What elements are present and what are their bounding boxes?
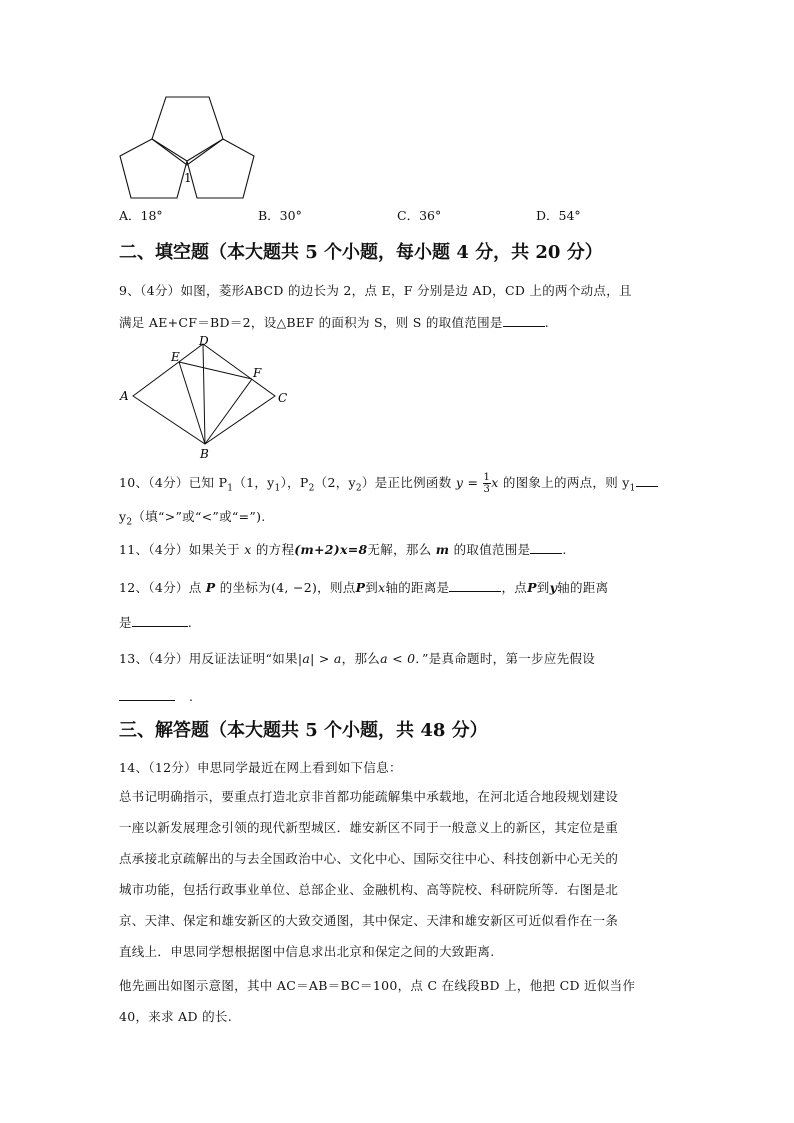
q10-part-c: （2，y bbox=[314, 475, 356, 490]
q14-para-6: 直线上．申思同学想根据图中信息求出北京和保定之间的大致距离. bbox=[119, 944, 495, 959]
q12-answer-blank-2 bbox=[132, 614, 188, 627]
q12-mid4: 轴的距离是 bbox=[385, 580, 450, 595]
q12-coord: (4, −2) bbox=[270, 580, 318, 595]
q10-part-a: （1，y bbox=[233, 475, 275, 490]
q14-para-1: 总书记明确指示，要重点打造北京非首都功能疏解集中承载地，在河北适合地段规划建设 bbox=[119, 789, 619, 804]
q11-end: . bbox=[562, 542, 567, 557]
pentagon-top bbox=[152, 97, 223, 165]
segment-be bbox=[179, 362, 205, 444]
q10-prefix: 10、（4分）已知 P bbox=[119, 475, 228, 490]
q9-line2 bbox=[119, 314, 549, 331]
option-b: B．30° bbox=[258, 208, 302, 223]
q13-line1 bbox=[119, 651, 595, 667]
q10-line2 bbox=[119, 509, 266, 531]
q10-sub2b: 2 bbox=[355, 483, 362, 494]
pentagon-right bbox=[187, 139, 254, 198]
section-heading-solve: 三、解答题（本大题共 5 个小题，共 48 分） bbox=[119, 720, 488, 741]
q12-mid: 的坐标为 bbox=[219, 580, 271, 595]
q10-frac-num: 1 bbox=[483, 472, 491, 483]
q10-part-d: ）是正比例函数 bbox=[361, 475, 452, 490]
label-e: E bbox=[171, 350, 180, 364]
q10-func-y: y bbox=[455, 475, 464, 490]
q10-sub-y1: 1 bbox=[629, 483, 636, 494]
q14-line8: 40，来求 AD 的长. bbox=[119, 1009, 232, 1024]
section-heading-fill-in: 二、填空题（本大题共 5 个小题，每小题 4 分，共 20 分） bbox=[119, 242, 603, 263]
q10-frac-den: 3 bbox=[483, 484, 491, 495]
q12-mid6: 到 bbox=[536, 580, 550, 595]
label-b: B bbox=[200, 447, 209, 460]
q12-axis-x: x bbox=[378, 580, 386, 595]
q13-mid: ，那么 bbox=[341, 651, 381, 666]
q14-para-5: 京、天津、保定和雄安新区的大致交通图，其中保定、天津和雄安新区可近似看作在一条 bbox=[119, 913, 619, 928]
q11-var-x: x bbox=[244, 542, 252, 557]
q11-prefix: 11、（4分）如果关于 bbox=[119, 542, 240, 557]
three-pentagons-figure bbox=[110, 90, 270, 202]
q10-line1 bbox=[119, 472, 658, 499]
q9-line1: 9、（4分）如图，菱形ABCD 的边长为 2，点 E，F 分别是边 AD，CD 上的两个动点，且 bbox=[119, 283, 632, 298]
rhombus-figure bbox=[115, 332, 295, 460]
q12-point-p2: P bbox=[355, 580, 366, 595]
q12-line2-text: 是 bbox=[119, 615, 132, 630]
q12-end: . bbox=[187, 615, 193, 630]
q11-line bbox=[119, 541, 567, 558]
q10-line2-y: y bbox=[119, 509, 127, 524]
q9-end: . bbox=[544, 315, 549, 330]
option-a: A．18° bbox=[119, 208, 163, 223]
q13-answer-blank bbox=[119, 688, 175, 701]
q14-line7: 他先画出如图示意图，其中 AC＝AB＝BC＝100，点 C 在线段BD 上，他把 CD 近似当作 bbox=[119, 978, 636, 993]
q12-line2 bbox=[119, 614, 192, 631]
q9-answer-blank bbox=[503, 314, 545, 327]
q13-line2 bbox=[119, 688, 193, 705]
q11-mid2: 无解，那么 bbox=[367, 542, 432, 557]
q12-mid7: 轴的距离 bbox=[557, 580, 609, 595]
q11-var-m: m bbox=[435, 542, 450, 557]
q10-sub-y2: 2 bbox=[126, 517, 133, 528]
q11-mid: 的方程 bbox=[255, 542, 295, 557]
q10-sub1b: 1 bbox=[274, 483, 281, 494]
q13-end: . bbox=[189, 689, 194, 704]
q12-mid3: 到 bbox=[365, 580, 379, 595]
q10-sub1: 1 bbox=[227, 483, 234, 494]
q14-para-3: 点承接北京疏解出的与去全国政治中心、文化中心、国际交往中心、科技创新中心无关的 bbox=[119, 851, 619, 866]
q12-point-p: P bbox=[205, 580, 216, 595]
q12-mid5: ，点 bbox=[501, 580, 528, 595]
q10-func-x: x bbox=[491, 475, 499, 490]
label-c: C bbox=[278, 391, 288, 405]
q10-func-eq: = bbox=[463, 475, 483, 490]
q10-part-e: 的图象上的两点，则 y bbox=[498, 475, 630, 490]
q10-line2-rest: （填“>”或“<”或“=”). bbox=[132, 509, 266, 524]
q13-expr2: a < 0 bbox=[380, 651, 416, 666]
q10-sub2: 2 bbox=[308, 483, 315, 494]
q10-answer-blank bbox=[636, 474, 658, 487]
q13-rest: ．”是真命题时，第一步应先假设 bbox=[415, 651, 596, 666]
option-c: C．36° bbox=[397, 208, 442, 223]
q11-rest: 的取值范围是 bbox=[453, 542, 531, 557]
q12-mid2: ，则点 bbox=[317, 580, 356, 595]
q12-line1 bbox=[119, 579, 608, 596]
q10-fraction bbox=[483, 472, 492, 495]
q13-prefix: 13、（4分）用反证法证明“如果 bbox=[119, 651, 298, 666]
angle-label-1: 1 bbox=[184, 171, 192, 185]
q14-para-2: 一座以新发展理念引领的现代新型城区．雄安新区不同于一般意义上的新区，其定位是重 bbox=[119, 820, 619, 835]
diagonal-bd bbox=[203, 344, 205, 444]
q10-part-b: ），P bbox=[280, 475, 309, 490]
option-d: D．54° bbox=[536, 208, 581, 223]
q14-line0: 14、（12分）申思同学最近在网上看到如下信息： bbox=[119, 760, 402, 775]
q11-answer-blank bbox=[530, 541, 562, 554]
label-f: F bbox=[253, 366, 262, 380]
q14-para-4: 城市功能，包括行政事业单位、总部企业、金融机构、高等院校、科研院所等．右图是北 bbox=[119, 882, 619, 897]
q12-answer-blank-1 bbox=[449, 579, 501, 592]
q9-line2-text: 满足 AE+CF＝BD＝2，设△BEF 的面积为 S，则 S 的取值范围是 bbox=[119, 315, 503, 330]
label-d: D bbox=[199, 334, 209, 348]
pentagon-left bbox=[120, 139, 187, 198]
q12-point-p3: P bbox=[527, 580, 537, 595]
q12-axis-y: y bbox=[549, 580, 558, 595]
label-a: A bbox=[120, 389, 129, 403]
segment-bf bbox=[205, 379, 252, 444]
q12-prefix: 12、（4分）点 bbox=[119, 580, 202, 595]
q11-equation: (m+2)x=8 bbox=[294, 542, 368, 557]
segment-ef bbox=[179, 362, 252, 379]
q13-expr1: |a| > a bbox=[297, 651, 342, 666]
